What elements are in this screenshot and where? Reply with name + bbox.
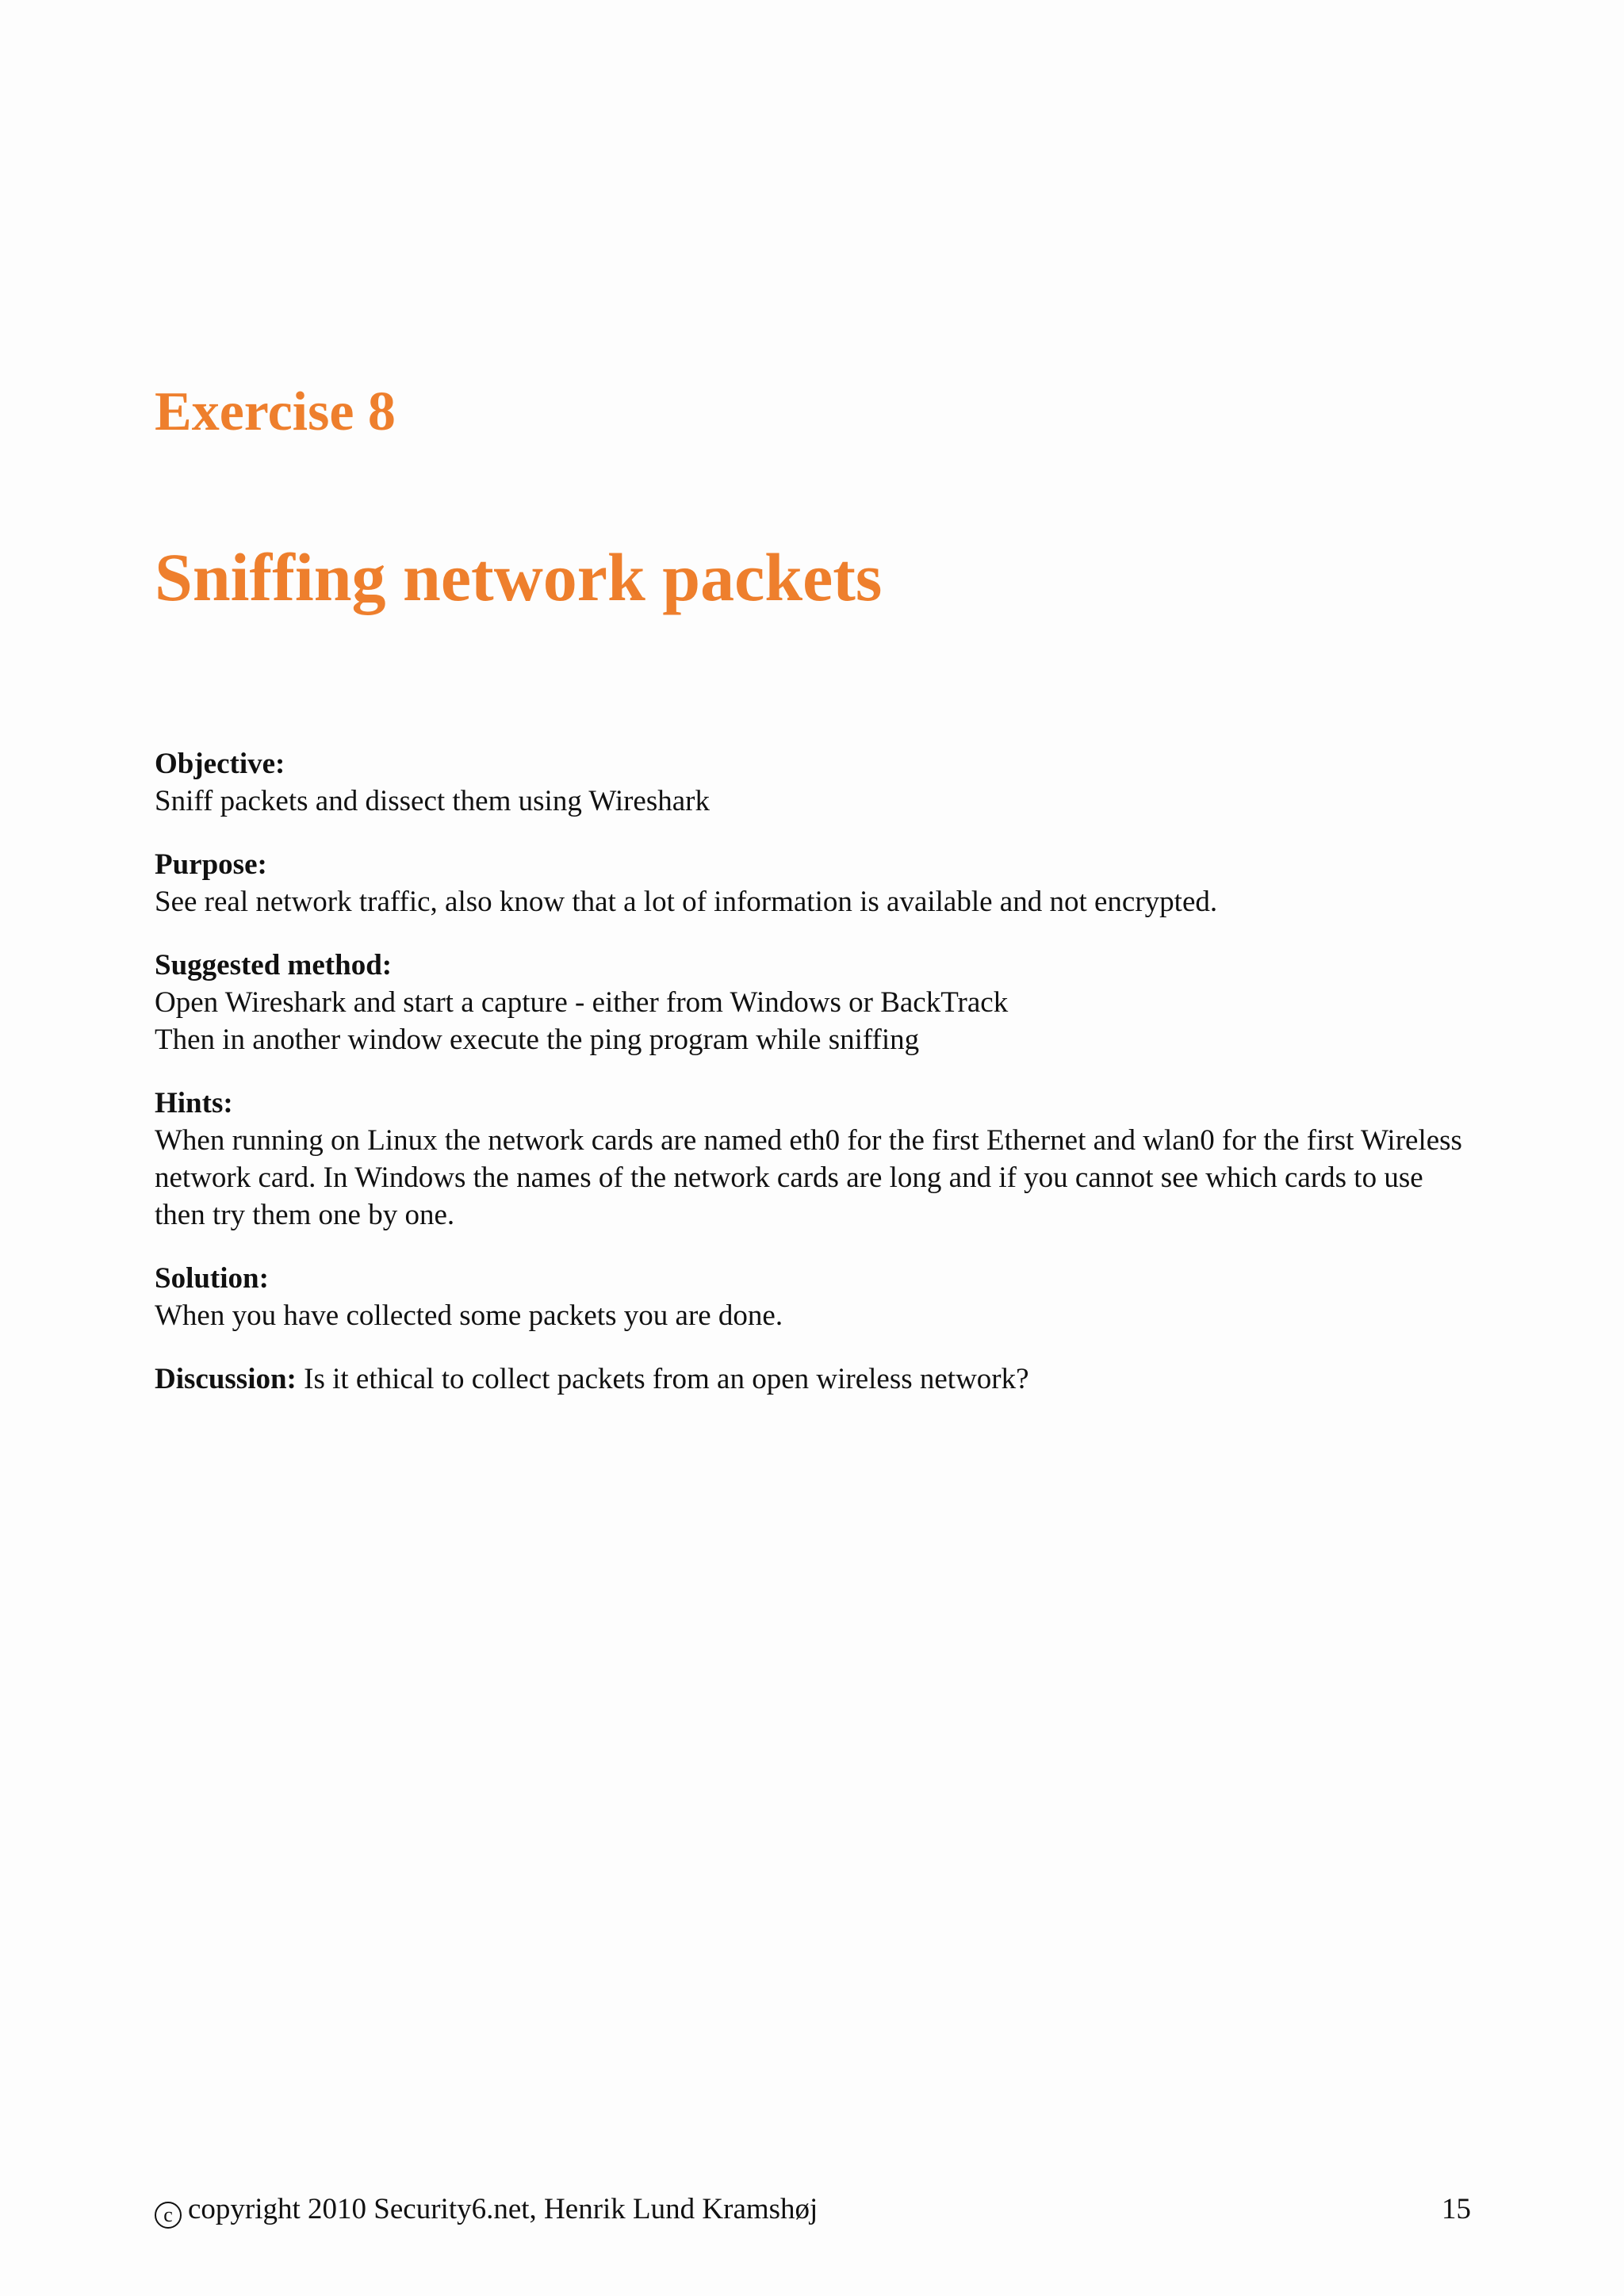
objective-section (155, 745, 1471, 820)
exercise-title: Sniffing network packets (155, 539, 883, 615)
hints-heading: Hints: (155, 1087, 233, 1119)
solution-heading: Solution: (155, 1262, 269, 1295)
exercise-body (155, 745, 1471, 1424)
purpose-text: See real network traffic, also know that a lot of information is available and not encrypted. (155, 886, 1218, 918)
discussion-text: Is it ethical to collect packets from an open wireless network? (304, 1363, 1029, 1395)
copyright-icon: c (155, 2202, 182, 2229)
solution-text: When you have collected some packets you are done. (155, 1299, 783, 1332)
hints-line: then try them one by one. (155, 1199, 455, 1231)
hints-line: network card. In Windows the names of the network cards are long and if you cannot see which cards to use (155, 1161, 1423, 1194)
page-footer (155, 2191, 1471, 2229)
page-number: 15 (1442, 2193, 1471, 2225)
suggested-method-heading: Suggested method: (155, 949, 393, 982)
hints-line: When running on Linux the network cards are named eth0 for the first Ethernet and wlan0 for the first Wireless (155, 1124, 1462, 1157)
copyright-notice (155, 2191, 818, 2229)
discussion-heading: Discussion: (155, 1363, 297, 1395)
suggested-method-line: Then in another window execute the ping program while sniffing (155, 1024, 920, 1056)
purpose-section (155, 846, 1471, 920)
copyright-text: copyright 2010 Security6.net, Henrik Lund Kramshøj (188, 2193, 818, 2225)
hints-section (155, 1085, 1471, 1234)
objective-heading: Objective: (155, 748, 285, 780)
objective-text: Sniff packets and dissect them using Wireshark (155, 785, 710, 817)
suggested-method-section (155, 947, 1471, 1058)
exercise-number-heading: Exercise 8 (155, 381, 396, 442)
discussion-section (155, 1360, 1471, 1398)
purpose-heading: Purpose: (155, 848, 267, 881)
suggested-method-line: Open Wireshark and start a capture - either from Windows or BackTrack (155, 986, 1009, 1019)
solution-section (155, 1260, 1471, 1334)
